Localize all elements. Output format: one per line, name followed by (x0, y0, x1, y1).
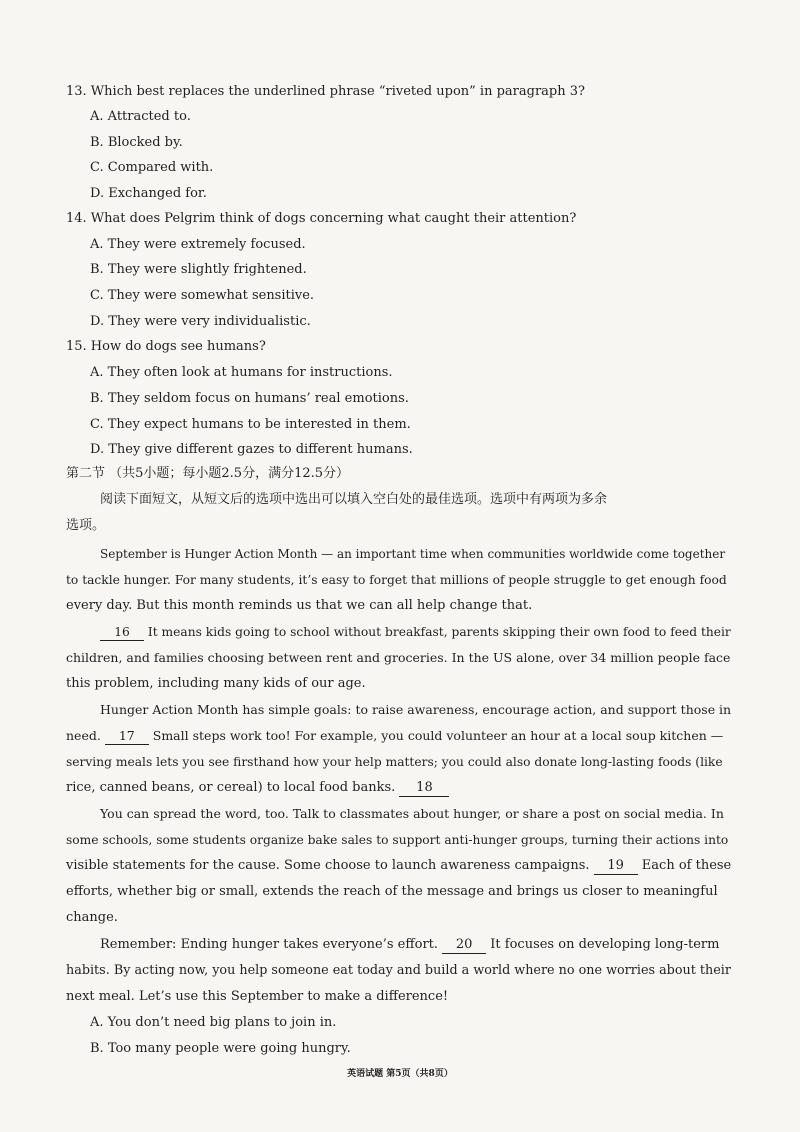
passage-p3-line-2-text: Small steps work too! For example, you could volunteer an hour at a local soup kitchen — (148, 728, 724, 743)
question-14-option-c: C. They were somewhat sensitive. (90, 288, 315, 303)
passage-p5-line-3: next meal. Let’s use this September to make a difference! (66, 989, 449, 1004)
blank-16[interactable]: 16 (100, 624, 144, 641)
passage-p4-line-3-text: Each of these (637, 858, 732, 873)
blank-17[interactable]: 17 (105, 728, 149, 745)
question-14-stem: 14. What does Pelgrim think of dogs concerning what caught their attention? (66, 211, 577, 226)
question-13-option-c: C. Compared with. (90, 160, 214, 175)
section-instruction-line-1: 阅读下面短文，从短文后的选项中选出可以填入空白处的最佳选项。选项中有两项为多余 (100, 492, 608, 507)
question-15-option-b: B. They seldom focus on humans’ real emotions. (90, 391, 409, 406)
question-13-stem: 13. Which best replaces the underlined phrase “riveted upon” in paragraph 3? (66, 84, 585, 99)
question-13-option-a: A. Attracted to. (90, 109, 191, 124)
answer-option-b: B. Too many people were going hungry. (90, 1041, 351, 1056)
question-13-option-d: D. Exchanged for. (90, 186, 207, 201)
question-13-option-b: B. Blocked by. (90, 135, 183, 150)
blank-18[interactable]: 18 (399, 780, 449, 797)
passage-p5-line-1 (100, 937, 719, 954)
passage-p3-line-4 (66, 780, 449, 797)
passage-p2-line-1-text: It means kids going to school without breakfast, parents skipping their own food to feed their (144, 625, 731, 639)
answer-option-a: A. You don’t need big plans to join in. (90, 1015, 337, 1030)
passage-p5-line-2: habits. By acting now, you help someone eat today and build a world where no one worries about their (66, 963, 731, 978)
question-15-option-c: C. They expect humans to be interested in them. (90, 417, 411, 432)
passage-p4-line-3 (66, 858, 731, 875)
passage-p3-line-2-lead: need. (66, 728, 105, 743)
passage-p1-line-2: to tackle hunger. For many students, it’s easy to forget that millions of people struggle to get enough food (66, 573, 727, 587)
passage-p2-line-2: children, and families choosing between rent and groceries. In the US alone, over 34 million people face (66, 650, 731, 665)
section-heading: 第二节 （共5小题；每小题2.5分，满分12.5分） (66, 466, 350, 481)
passage-p1-line-3: every day. But this month reminds us that we can all help change that. (66, 598, 533, 613)
page-footer: 英语试题 第5页（共8页） (347, 1069, 453, 1079)
question-15-option-a: A. They often look at humans for instructions. (90, 365, 393, 380)
blank-20[interactable]: 20 (442, 937, 486, 954)
question-14-option-a: A. They were extremely focused. (90, 237, 306, 252)
question-14-option-b: B. They were slightly frightened. (90, 262, 307, 277)
passage-p2-line-3: this problem, including many kids of our age. (66, 676, 366, 691)
question-15-stem: 15. How do dogs see humans? (66, 339, 266, 354)
section-instruction-line-2: 选项。 (66, 518, 106, 533)
passage-p3-line-1: Hunger Action Month has simple goals: to raise awareness, encourage action, and support those in (100, 702, 732, 717)
passage-p4-line-2: some schools, some students organize bake sales to support anti-hunger groups, turning their actions into (66, 833, 729, 847)
passage-p5-line-1-text: It focuses on developing long-term (486, 937, 720, 952)
passage-p5-line-1-lead: Remember: Ending hunger takes everyone’s effort. (100, 937, 443, 952)
blank-19[interactable]: 19 (594, 858, 638, 875)
passage-p3-line-4-text: rice, canned beans, or cereal) to local food banks. (66, 780, 400, 795)
passage-p4-line-3-lead: visible statements for the cause. Some choose to launch awareness campaigns. (66, 858, 594, 873)
passage-p4-line-4: efforts, whether big or small, extends the reach of the message and brings us closer to meaningful (66, 884, 718, 899)
question-15-option-d: D. They give different gazes to different humans. (90, 442, 413, 457)
passage-p4-line-5: change. (66, 910, 118, 925)
passage-p1-line-1: September is Hunger Action Month — an important time when communities worldwide come together (100, 547, 726, 561)
passage-p4-line-1: You can spread the word, too. Talk to classmates about hunger, or share a post on social media. In (100, 806, 724, 821)
passage-p2-line-1 (100, 624, 731, 641)
passage-p3-line-3: serving meals lets you see firsthand how your help matters; you could also donate long-lasting foods (like (66, 755, 723, 769)
passage-p3-line-2 (66, 728, 723, 745)
question-14-option-d: D. They were very individualistic. (90, 314, 311, 329)
